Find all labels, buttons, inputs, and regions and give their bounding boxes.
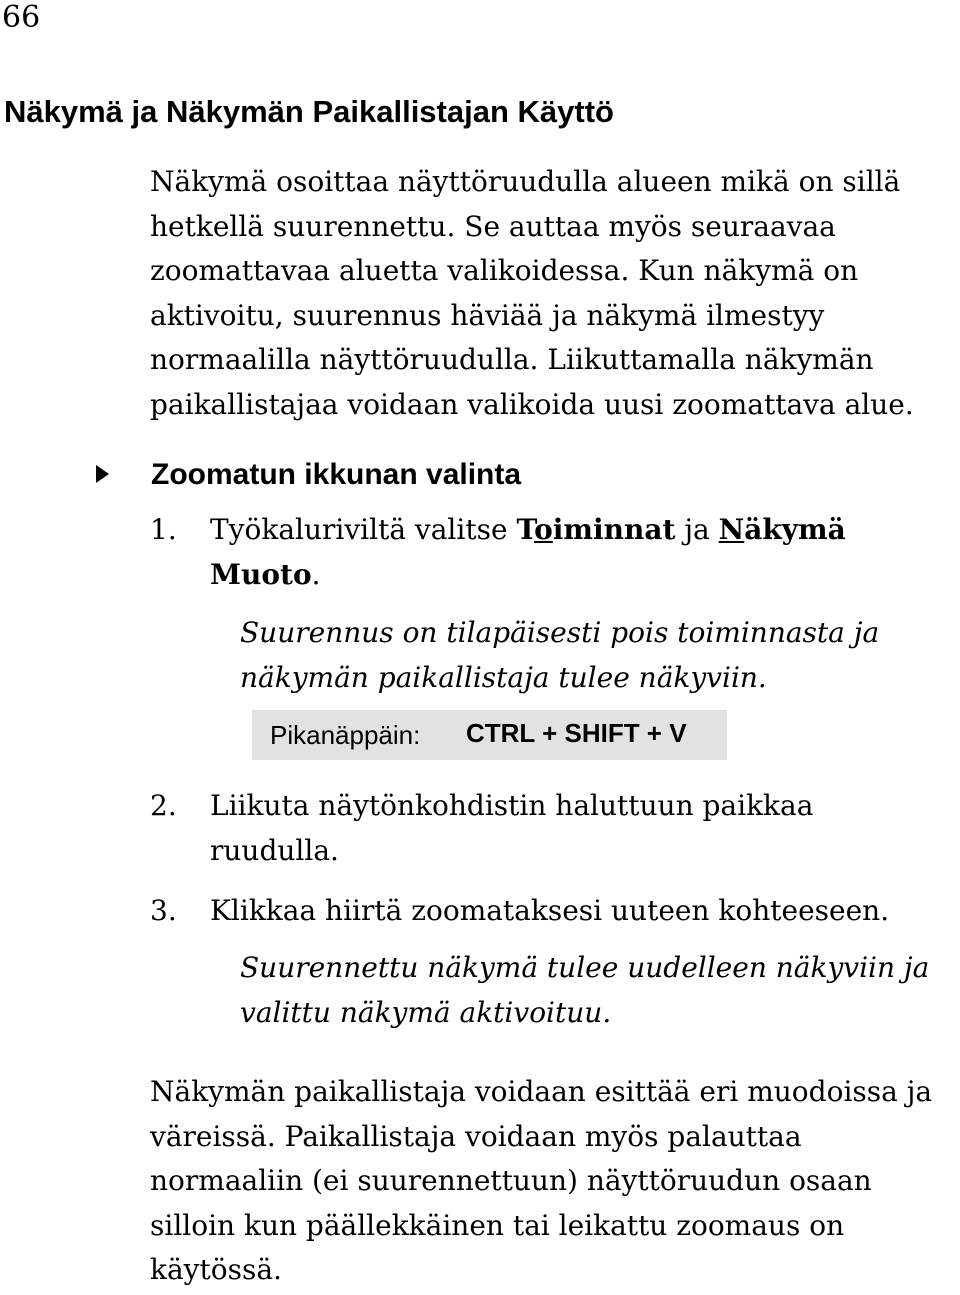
outro-line: käytössä.: [150, 1253, 282, 1286]
note-line: valittu näkymä aktivoituu.: [240, 996, 612, 1029]
step-number: 3.: [150, 894, 177, 927]
step-line: ruudulla.: [210, 833, 339, 867]
intro-paragraph: [150, 160, 955, 427]
intro-line: paikallistajaa voidaan valikoida uusi zoomattava alue.: [150, 387, 914, 421]
step-text: [210, 508, 930, 597]
step-text-part: ja: [675, 513, 719, 546]
shortcut-keys: CTRL + SHIFT + V: [466, 718, 687, 748]
intro-line: hetkellä suurennettu. Se auttaa myös seuraavaa: [150, 209, 836, 243]
menu-muoto: Muoto: [210, 557, 312, 591]
step-text-part: Työkaluriviltä valitse: [210, 513, 517, 546]
triangle-right-icon: [96, 465, 109, 483]
shortcut-box: [252, 710, 727, 760]
step-1-note: [240, 610, 890, 700]
outro-line: Näkymän paikallistaja voidaan esittää eri muodoissa ja: [150, 1075, 933, 1108]
section-heading: [96, 455, 521, 495]
section-title: Zoomatun ikkunan valinta: [151, 458, 522, 491]
shortcut-label: Pikanäppäin:: [270, 720, 421, 750]
step-line: [210, 508, 930, 553]
step-line: Liikuta näytönkohdistin haluttuun paikkaa: [210, 789, 814, 822]
outro-line: silloin kun päällekkäinen tai leikattu zoomaus on: [150, 1208, 845, 1242]
intro-line: aktivoitu, suurennus häviää ja näkymä ilmestyy: [150, 298, 825, 332]
step-line: Klikkaa hiirtä zoomataksesi uuteen kohteeseen.: [210, 894, 890, 927]
step-text: [210, 889, 930, 934]
page-number: 66: [2, 0, 41, 35]
outro-paragraph: [150, 1070, 960, 1293]
outro-line: normaaliin (ei suurennettuun) näyttöruudun osaan: [150, 1164, 872, 1197]
note-line: näkymän paikallistaja tulee näkyviin.: [240, 661, 767, 694]
menu-toiminnat: Toiminnat: [516, 513, 676, 546]
outro-line: väreissä. Paikallistaja voidaan myös palauttaa: [150, 1119, 802, 1153]
step-text: [210, 784, 930, 873]
note-line: Suurennus on tilapäisesti pois toiminnasta ja: [240, 616, 880, 649]
intro-line: normaalilla näyttöruudulla. Liikuttamalla näkymän: [150, 343, 874, 376]
step-line: Muoto.: [210, 557, 321, 591]
page-title: Näkymä ja Näkymän Paikallistajan Käyttö: [4, 94, 614, 129]
step-number: 2.: [150, 789, 177, 822]
note-line: Suurennettu näkymä tulee uudelleen näkyviin ja: [240, 951, 930, 984]
step-3-note: [240, 945, 930, 1035]
menu-nakyma: Näkymä: [718, 513, 846, 546]
intro-line: zoomattavaa aluetta valikoidessa. Kun näkymä on: [150, 254, 859, 287]
step-number: 1.: [150, 513, 177, 546]
intro-line: Näkymä osoittaa näyttöruudulla alueen mikä on sillä: [150, 165, 901, 198]
